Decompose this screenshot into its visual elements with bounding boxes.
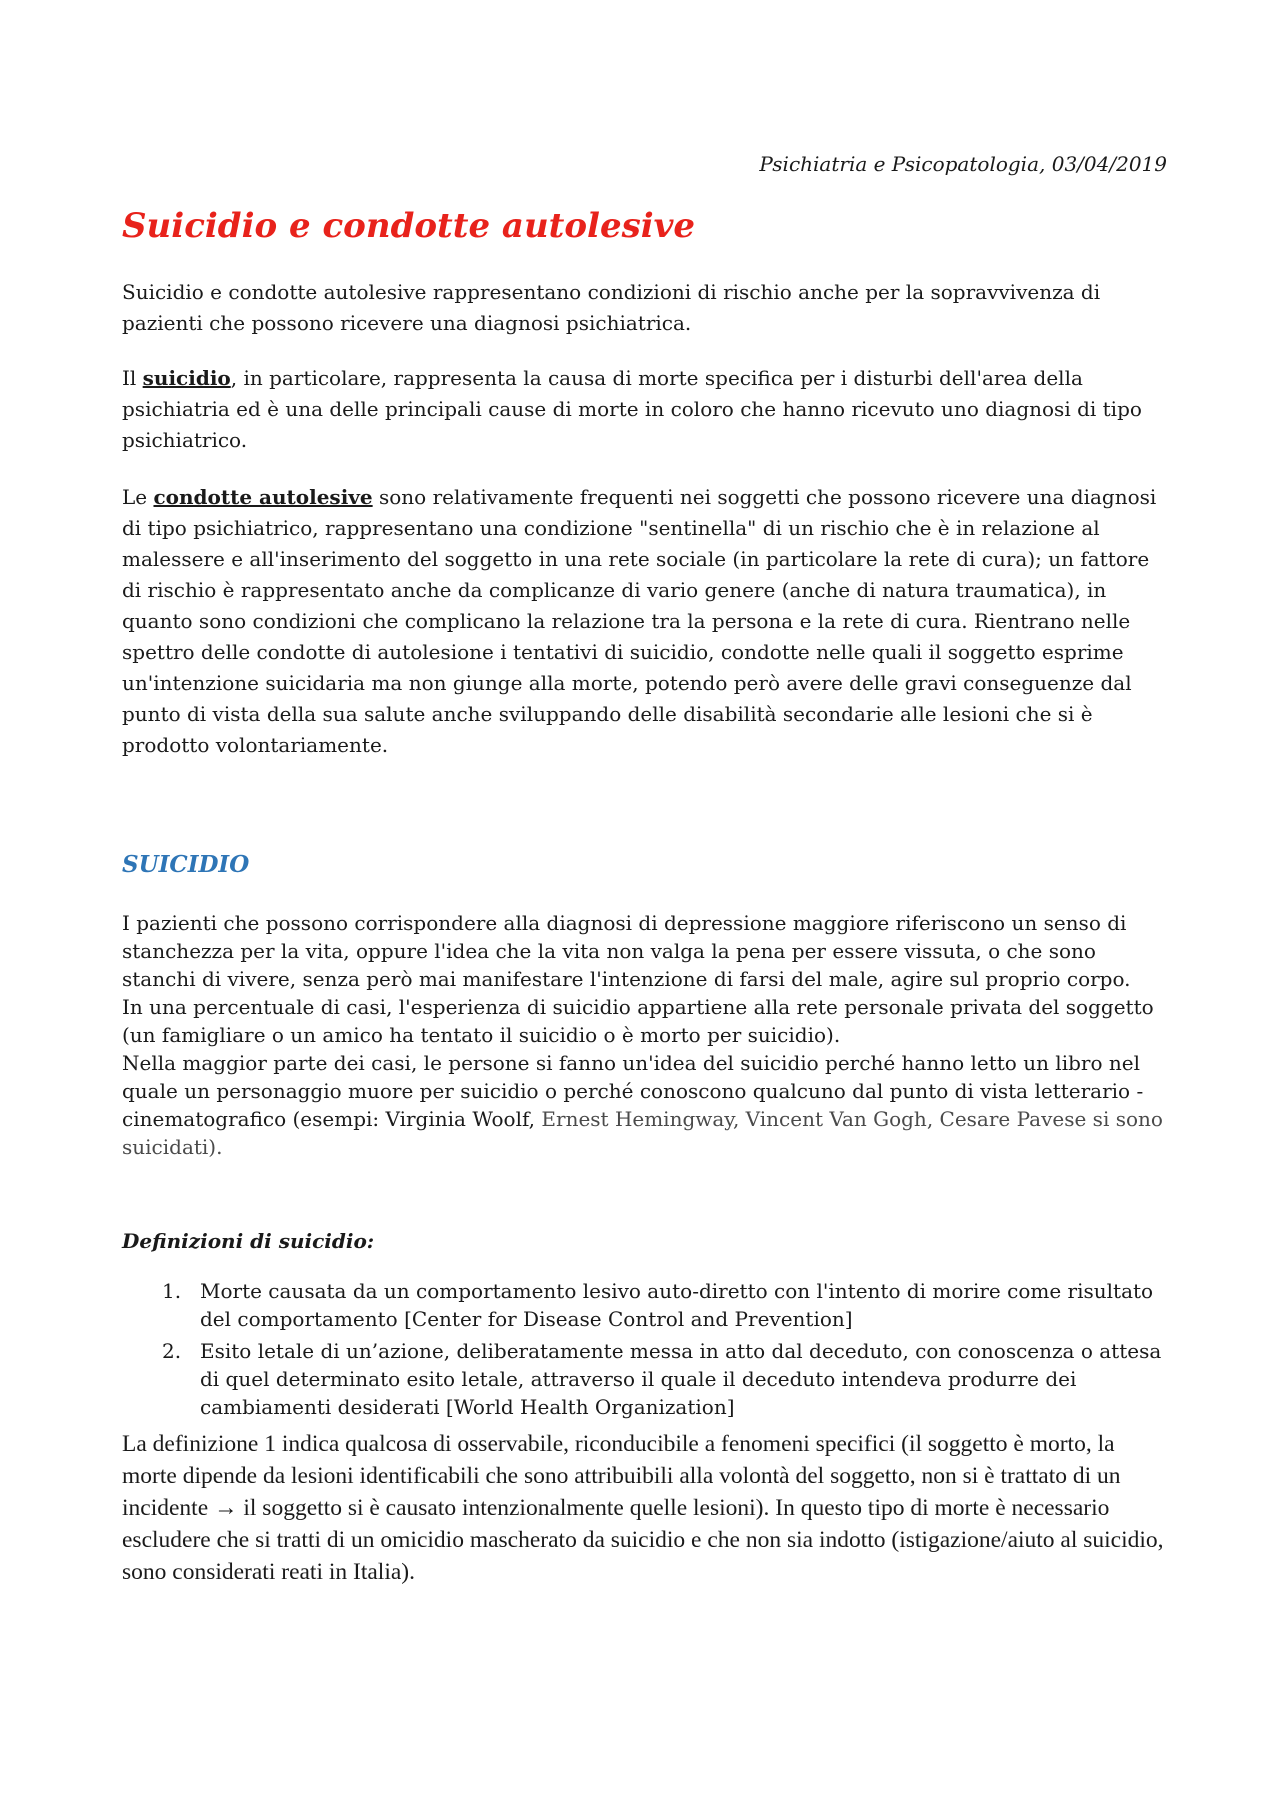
conclusion-paragraph: La definizione 1 indica qualcosa di osservabile, riconducibile a fenomeni specifici (il soggetto è morto, la morte dipende da lesioni identificabili che sono attribuibili alla volontà del soggetto, non si è trattato di un incidente → il soggetto si è causato intenzionalmente quelle lesioni). In questo tipo di morte è necessario escludere che si tratti di un omicidio mascherato da suicidio e che non sia indotto (istigazione/aiuto al suicidio, sono considerati reati in Italia). [122, 1431, 1164, 1585]
paragraph-text: sono relativamente frequenti nei soggetti che possono ricevere una diagnosi di tipo psichiatrico, rappresentano una condizione "sentinella" di un rischio che è in relazione al malessere e all'inserimento del soggetto in una rete sociale (in particolare la rete di cura); un fattore di rischio è rappresentato anche da complicanze di vario genere (anche di natura traumatica), in quanto sono condizioni che complicano la relazione tra la persona e la rete di cura. Rientrano nelle spettro delle condotte di autolesione i tentativi di suicidio, condotte nelle quali il soggetto esprime un'intenzione suicidaria ma non giunge alla morte, potendo però avere delle gravi conseguenze dal punto di vista della sua salute anche sviluppando delle disabilità secondarie alle lesioni che si è prodotto volontariamente. [122, 485, 1157, 757]
section-line-2: In una percentuale di casi, l'esperienza di suicidio appartiene alla rete personale privata del soggetto (un famigliare o un amico ha tentato il suicidio o è morto per suicidio). [122, 995, 1154, 1047]
section-line-1: I pazienti che possono corrispondere alla diagnosi di depressione maggiore riferiscono un senso di stanchezza per la vita, oppure l'idea che la vita non valga la pena per essere vissuta, o che sono stanchi di vivere, senza però mai manifestare l'intenzione di farsi del male, agire sul proprio corpo. [122, 911, 1131, 991]
term-suicidio: suicidio [142, 366, 231, 390]
intro-paragraph-3 [122, 482, 1167, 761]
section-paragraph [122, 909, 1167, 1161]
definition-number: 1. [162, 1279, 182, 1303]
definition-item-2 [162, 1337, 1162, 1421]
document-title: Suicidio e condotte autolesive [122, 206, 696, 246]
paragraph-text: , in particolare, rappresenta la causa di morte specifica per i disturbi dell'area della psichiatria ed è una delle principali cause di morte in coloro che hanno ricevuto uno diagnosi di tipo psichiatrico. [122, 366, 1142, 452]
term-condotte-autolesive: condotte autolesive [153, 485, 373, 509]
definition-text: Esito letale di un’azione, deliberatamente messa in atto dal deceduto, con conoscenza o attesa di quel determinato esito letale, attraverso il quale il deceduto intendeva produrre dei cambiamenti desiderati [World Health Organization] [200, 1339, 1162, 1419]
paragraph-prefix: Le [122, 485, 154, 509]
paragraph-prefix: Il [122, 366, 143, 390]
section-line-3a: Nella maggior parte dei casi, le persone si fanno un'idea del suicidio perché hanno letto un libro nel quale un personaggio muore per suicidio o perché conoscono qualcuno dal punto di vista letterario - cinematografico (esempi: Virginia Woolf, [122, 1051, 1144, 1131]
definitions-list [162, 1277, 1162, 1425]
definition-item-1 [162, 1277, 1162, 1333]
course-date-header: Psichiatria e Psicopatologia, 03/04/2019 [759, 152, 1167, 176]
intro-paragraph-2 [122, 363, 1167, 456]
definition-text: Morte causata da un comportamento lesivo auto-diretto con l'intento di morire come risultato del comportamento [Center for Disease Control and Prevention] [200, 1279, 1154, 1331]
definitions-title: Definizioni di suicidio: [122, 1229, 375, 1253]
section-line-3b: Ernest Hemingway, Vincent Van Gogh, Cesare Pavese si sono suicidati). [122, 1107, 1163, 1159]
intro-paragraph-1: Suicidio e condotte autolesive rappresentano condizioni di rischio anche per la sopravvivenza di pazienti che possono ricevere una diagnosi psichiatrica. [122, 280, 1101, 335]
definition-number: 2. [162, 1339, 182, 1363]
section-title-suicidio: SUICIDIO [122, 851, 250, 878]
